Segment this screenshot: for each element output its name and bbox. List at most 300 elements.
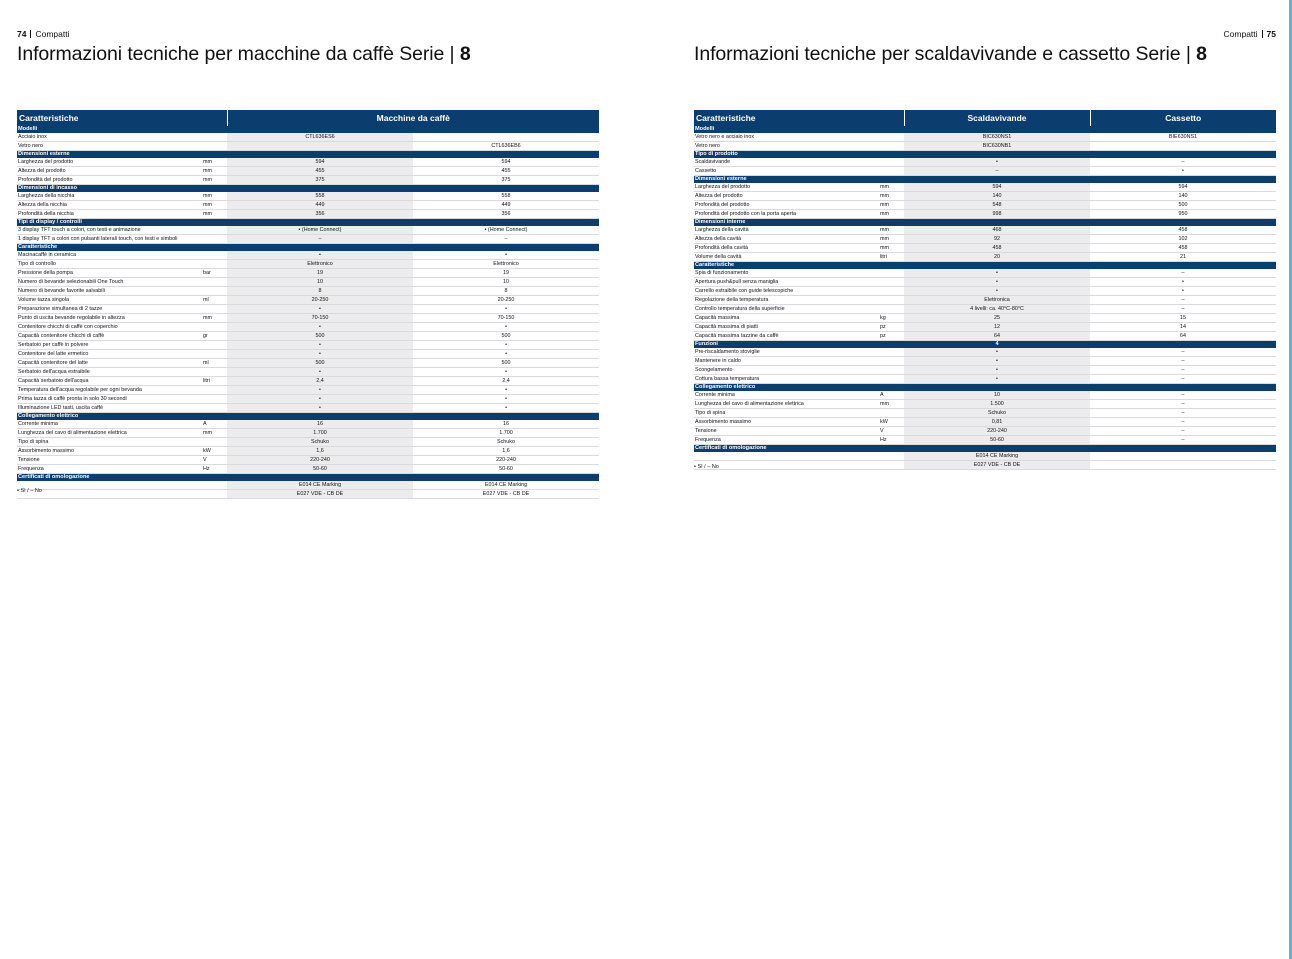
row-unit — [879, 133, 904, 142]
section-row-caratteristiche — [17, 244, 599, 252]
table-row — [17, 142, 599, 151]
row-label: Numero di bevande favorite salvabili — [17, 287, 202, 296]
row-unit — [879, 452, 904, 461]
row-unit: mm — [879, 226, 904, 235]
row-value-col1: • — [904, 278, 1090, 287]
row-value-col2: 356 — [413, 210, 599, 219]
row-value-col2: • — [1090, 167, 1276, 176]
row-value-col1: • — [904, 375, 1090, 384]
row-label: Capacità contenitore chicchi di caffè — [17, 332, 202, 341]
row-label: Altezza del prodotto — [694, 192, 879, 201]
row-value-col1: 8 — [227, 287, 413, 296]
row-label: Serbatoio per caffè in polvere — [17, 341, 202, 350]
section-label: Certificati di omologazione — [694, 445, 1276, 453]
row-label: Pressione della pompa — [17, 269, 202, 278]
row-value-col2: – — [1090, 296, 1276, 305]
row-unit — [879, 409, 904, 418]
row-value-col1: • — [227, 395, 413, 404]
row-value-col1: Elettronica — [904, 296, 1090, 305]
row-value-col1: • — [904, 158, 1090, 167]
row-value-col1: – — [227, 235, 413, 244]
section-label: Modelli — [17, 126, 599, 133]
row-unit: kg — [879, 314, 904, 323]
row-value-col2: – — [1090, 409, 1276, 418]
row-unit: litri — [879, 253, 904, 262]
row-label: Carrello estraibile con guide telescopiche — [694, 287, 879, 296]
row-value-col2: 500 — [1090, 201, 1276, 210]
section-label: Dimensioni interne — [694, 219, 1276, 227]
row-label: Tipo di spina — [17, 438, 202, 447]
row-value-col2: 70-150 — [413, 314, 599, 323]
table-row — [694, 183, 1276, 192]
row-value-col2: – — [413, 235, 599, 244]
table-row — [694, 461, 1276, 470]
row-value-col2: • (Home Connect) — [413, 226, 599, 235]
row-value-col2: BIE630NS1 — [1090, 133, 1276, 142]
row-value-col2 — [1090, 461, 1276, 470]
table-row — [17, 314, 599, 323]
warming-drawer-spec-table — [694, 110, 1276, 470]
row-unit — [202, 142, 227, 151]
row-value-col1: 19 — [227, 269, 413, 278]
row-label: Capacità serbatoio dell'acqua — [17, 377, 202, 386]
row-value-col1: 455 — [227, 167, 413, 176]
row-value-col2: 500 — [413, 332, 599, 341]
row-value-col2: – — [1090, 375, 1276, 384]
row-value-col1: 375 — [227, 176, 413, 185]
row-value-col1: 558 — [227, 192, 413, 201]
row-unit — [202, 368, 227, 377]
section-row-collegamento-elettrico — [694, 384, 1276, 392]
section-row-dimensioni-di-incasso — [17, 185, 599, 193]
section-row-funzioni — [694, 341, 1276, 349]
row-value-col1: 10 — [227, 278, 413, 287]
row-value-col1: • — [904, 348, 1090, 357]
row-label: Regolazione della temperatura — [694, 296, 879, 305]
row-unit — [879, 366, 904, 375]
table-row — [694, 357, 1276, 366]
row-value-col1: 4 livelli: ca. 40°C-80°C — [904, 305, 1090, 314]
row-label: 1 display TFT a colori con pulsanti laterali touch, con testi e simboli — [17, 235, 202, 244]
table-row — [17, 404, 599, 413]
row-value-col1: 50-60 — [227, 465, 413, 474]
row-value-col1: 220-240 — [904, 427, 1090, 436]
row-unit — [202, 395, 227, 404]
section-label: Caratteristiche — [694, 262, 1276, 270]
header-caratteristiche: Caratteristiche — [17, 110, 227, 126]
section-label: Dimensioni esterne — [17, 151, 599, 159]
table-row — [17, 167, 599, 176]
header-scaldavivande: Scaldavivande — [904, 110, 1090, 126]
row-unit — [879, 296, 904, 305]
row-unit — [202, 350, 227, 359]
table-row — [17, 447, 599, 456]
table-row — [694, 235, 1276, 244]
row-unit: ml — [202, 296, 227, 305]
header-caratteristiche: Caratteristiche — [694, 110, 904, 126]
row-value-col1: 10 — [904, 391, 1090, 400]
table-row — [694, 296, 1276, 305]
coffee-spec-table — [17, 110, 599, 499]
title-text: Informazioni tecniche per macchine da caffè Serie | — [17, 43, 460, 65]
row-unit: mm — [879, 400, 904, 409]
row-value-col1: 70-150 — [227, 314, 413, 323]
row-unit: mm — [879, 183, 904, 192]
section-label: Dimensioni di incasso — [17, 185, 599, 193]
row-value-col1: Schuko — [227, 438, 413, 447]
table-row — [694, 269, 1276, 278]
row-value-col1: 468 — [904, 226, 1090, 235]
table-row — [694, 244, 1276, 253]
row-value-col1: • — [227, 305, 413, 314]
row-label: Assorbimento massimo — [17, 447, 202, 456]
row-value-col2: 8 — [413, 287, 599, 296]
row-label: 3 display TFT touch a colori, con testi e animazione — [17, 226, 202, 235]
table-row — [694, 332, 1276, 341]
row-value-col2: • — [413, 350, 599, 359]
row-value-col1: • — [227, 404, 413, 413]
row-value-col2: – — [1090, 305, 1276, 314]
row-unit — [879, 167, 904, 176]
row-value-col2: – — [1090, 418, 1276, 427]
row-label: Numero di bevande selezionabili One Touch — [17, 278, 202, 287]
table-row — [694, 400, 1276, 409]
row-unit: kW — [879, 418, 904, 427]
table-row — [17, 235, 599, 244]
row-value-col1: 594 — [904, 183, 1090, 192]
row-value-col1: BIC630NS1 — [904, 133, 1090, 142]
row-label — [694, 461, 879, 470]
row-label: Serbatoio dell'acqua estraibile — [17, 368, 202, 377]
table-row — [694, 142, 1276, 151]
table-row — [17, 456, 599, 465]
row-label: Profondità della nicchia — [17, 210, 202, 219]
row-label: Assorbimento massimo — [694, 418, 879, 427]
row-value-col2: • — [413, 305, 599, 314]
row-value-col1: • — [227, 368, 413, 377]
table-row — [17, 176, 599, 185]
row-unit — [879, 348, 904, 357]
left-page — [17, 0, 599, 959]
row-value-col2: 2,4 — [413, 377, 599, 386]
row-value-col2: – — [1090, 436, 1276, 445]
row-value-col1: 458 — [904, 244, 1090, 253]
row-value-col1: 20 — [904, 253, 1090, 262]
row-value-col1: 220-240 — [227, 456, 413, 465]
row-unit: mm — [879, 192, 904, 201]
row-unit — [202, 251, 227, 260]
page-number: 74 — [17, 29, 27, 39]
row-value-col1: 140 — [904, 192, 1090, 201]
table-row — [17, 429, 599, 438]
table-row — [17, 226, 599, 235]
row-value-col2: – — [1090, 400, 1276, 409]
row-unit — [202, 305, 227, 314]
row-value-col1: 500 — [227, 332, 413, 341]
row-value-col1 — [227, 142, 413, 151]
section-row-certificati-di-omologazione — [694, 445, 1276, 453]
row-value-col1: – — [904, 167, 1090, 176]
row-value-col2: – — [1090, 158, 1276, 167]
table-row — [694, 253, 1276, 262]
table-row — [694, 409, 1276, 418]
row-value-col1: 64 — [904, 332, 1090, 341]
table-row — [694, 436, 1276, 445]
header-macchine-caffe: Macchine da caffè — [227, 110, 599, 126]
section-row-dimensioni-interne — [694, 219, 1276, 227]
row-value-col1: • — [904, 269, 1090, 278]
row-label: Contenitore del latte ermetico — [17, 350, 202, 359]
row-label: Tensione — [694, 427, 879, 436]
section-row-modelli — [17, 126, 599, 133]
table-row — [17, 395, 599, 404]
row-unit — [202, 133, 227, 142]
row-value-col2: – — [1090, 269, 1276, 278]
row-value-col2: 449 — [413, 201, 599, 210]
row-value-col2: • — [413, 323, 599, 332]
row-value-col2: 458 — [1090, 244, 1276, 253]
row-value-col1: • — [227, 341, 413, 350]
table-row — [17, 305, 599, 314]
table-row — [17, 438, 599, 447]
row-label: Larghezza del prodotto — [17, 158, 202, 167]
table-row — [17, 260, 599, 269]
table-row — [17, 133, 599, 142]
table-row — [694, 210, 1276, 219]
row-value-col2: 20-250 — [413, 296, 599, 305]
row-label: Macinacaffè in ceramica — [17, 251, 202, 260]
row-label: Contenitore chicchi di caffè con coperchio — [17, 323, 202, 332]
table-row — [17, 210, 599, 219]
row-value-col1: 1.500 — [904, 400, 1090, 409]
row-label: Capacità massima tazzine da caffè — [694, 332, 879, 341]
row-unit — [202, 235, 227, 244]
row-value-col2: 455 — [413, 167, 599, 176]
row-unit: bar — [202, 269, 227, 278]
section-label: Caratteristiche — [17, 244, 599, 252]
row-value-col2: 19 — [413, 269, 599, 278]
row-unit — [202, 323, 227, 332]
row-label: Tensione — [17, 456, 202, 465]
row-unit: Hz — [879, 436, 904, 445]
row-unit: mm — [202, 429, 227, 438]
row-value-col2 — [1090, 142, 1276, 151]
right-page — [694, 0, 1276, 959]
table-row — [17, 158, 599, 167]
row-value-col1: E014 CE Marking — [227, 481, 413, 490]
row-label: Corrente minima — [694, 391, 879, 400]
row-value-col1: • — [227, 251, 413, 260]
row-value-col2: E027 VDE - CB DE — [413, 490, 599, 499]
row-unit: A — [202, 420, 227, 429]
section-row-modelli — [694, 126, 1276, 133]
row-label: Cottura bassa temperatura — [694, 375, 879, 384]
table-row — [694, 278, 1276, 287]
row-unit: mm — [202, 314, 227, 323]
table-row — [694, 305, 1276, 314]
row-value-col1: 16 — [227, 420, 413, 429]
table-row — [694, 375, 1276, 384]
section-label: Compatti — [1223, 29, 1258, 39]
row-unit: mm — [202, 167, 227, 176]
row-value-col2: CTL636EB6 — [413, 142, 599, 151]
table-row — [17, 465, 599, 474]
row-label: Larghezza della nicchia — [17, 192, 202, 201]
row-value-col1: 548 — [904, 201, 1090, 210]
row-unit — [879, 158, 904, 167]
table-header-row — [17, 110, 599, 126]
row-unit — [879, 269, 904, 278]
row-unit — [202, 278, 227, 287]
section-row-tipo-di-prodotto — [694, 151, 1276, 159]
row-label: Altezza della nicchia — [17, 201, 202, 210]
table-row — [694, 391, 1276, 400]
row-value-col1: 25 — [904, 314, 1090, 323]
row-value-col1: 356 — [227, 210, 413, 219]
row-label: Profondità della cavità — [694, 244, 879, 253]
row-value-col1: E027 VDE - CB DE — [227, 490, 413, 499]
row-unit: mm — [879, 210, 904, 219]
row-label: Capacità massima — [694, 314, 879, 323]
row-label — [17, 490, 202, 499]
row-value-col1: E027 VDE - CB DE — [904, 461, 1090, 470]
row-value-col1: 2,4 — [227, 377, 413, 386]
row-label: Scaldavivande — [694, 158, 879, 167]
table-row — [694, 366, 1276, 375]
table-row — [694, 348, 1276, 357]
row-unit — [879, 142, 904, 151]
row-label: Capacità massima di piatti — [694, 323, 879, 332]
row-label: Temperatura dell'acqua regolabile per ogni bevanda — [17, 386, 202, 395]
row-value-col1: 500 — [227, 359, 413, 368]
page-title — [694, 42, 1207, 66]
row-label: Profondità del prodotto — [17, 176, 202, 185]
row-value-col1: • — [904, 287, 1090, 296]
row-unit: pz — [879, 332, 904, 341]
row-value-col1: • — [227, 386, 413, 395]
row-unit: mm — [202, 201, 227, 210]
row-label: Cassetto — [694, 167, 879, 176]
row-label: Tipo di controllo — [17, 260, 202, 269]
warming-drawer-spec-body — [694, 126, 1276, 470]
row-unit: mm — [202, 158, 227, 167]
section-label: Tipo di prodotto — [694, 151, 1276, 159]
row-value-col1: 0,81 — [904, 418, 1090, 427]
row-unit — [879, 461, 904, 470]
row-value-col1: • — [904, 366, 1090, 375]
row-unit — [202, 490, 227, 499]
table-row — [17, 377, 599, 386]
row-value-col1: 1,6 — [227, 447, 413, 456]
row-value-col2: 50-60 — [413, 465, 599, 474]
row-value-col1: Elettronico — [227, 260, 413, 269]
row-unit: litri — [202, 377, 227, 386]
row-label: Controllo temperatura della superficie — [694, 305, 879, 314]
row-label: Profondità del prodotto con la porta aperta — [694, 210, 879, 219]
section-label: Dimensioni esterne — [694, 176, 1276, 184]
table-row — [17, 323, 599, 332]
table-row — [694, 167, 1276, 176]
table-row — [694, 418, 1276, 427]
row-label: Capacità contenitore del latte — [17, 359, 202, 368]
row-unit: A — [879, 391, 904, 400]
series-number: 8 — [1196, 43, 1207, 65]
row-value-col1: BIC630NB1 — [904, 142, 1090, 151]
row-value-col1: 12 — [904, 323, 1090, 332]
row-label: Vetro nero e acciaio inox — [694, 133, 879, 142]
row-value-col2: 15 — [1090, 314, 1276, 323]
row-label: Frequenza — [694, 436, 879, 445]
table-row — [17, 269, 599, 278]
row-value-col2: 558 — [413, 192, 599, 201]
row-unit — [202, 386, 227, 395]
row-unit: mm — [879, 201, 904, 210]
row-label: Spia di funzionamento — [694, 269, 879, 278]
row-label: Apertura push&pull senza maniglia — [694, 278, 879, 287]
table-row — [17, 341, 599, 350]
table-row — [17, 481, 599, 490]
table-row — [694, 133, 1276, 142]
row-value-col1: 92 — [904, 235, 1090, 244]
row-value-col2: • — [1090, 278, 1276, 287]
table-row — [694, 158, 1276, 167]
table-row — [17, 368, 599, 377]
row-unit — [202, 438, 227, 447]
row-label: Profondità del prodotto — [694, 201, 879, 210]
row-unit — [202, 481, 227, 490]
row-unit — [879, 287, 904, 296]
title-text: Informazioni tecniche per scaldavivande e cassetto Serie | — [694, 43, 1197, 65]
section-spacer — [1090, 341, 1276, 349]
table-row — [17, 420, 599, 429]
row-label: Volume della cavità — [694, 253, 879, 262]
row-value-col2: 500 — [413, 359, 599, 368]
row-value-col2: • — [1090, 287, 1276, 296]
row-label: Illuminazione LED tasti, uscita caffè — [17, 404, 202, 413]
row-label: Altezza del prodotto — [17, 167, 202, 176]
row-label: Mantenere in caldo — [694, 357, 879, 366]
row-label: Punto di uscita bevande regolabile in altezza — [17, 314, 202, 323]
row-label: Lunghezza del cavo di alimentazione elettrica — [694, 400, 879, 409]
table-row — [694, 287, 1276, 296]
section-row-collegamento-elettrico — [17, 413, 599, 421]
row-unit: gr — [202, 332, 227, 341]
page-title — [17, 42, 471, 66]
row-value-col2: – — [1090, 427, 1276, 436]
row-label: Frequenza — [17, 465, 202, 474]
row-label — [17, 481, 202, 490]
table-row — [17, 490, 599, 499]
row-value-col1: 998 — [904, 210, 1090, 219]
section-label: Compatti — [35, 29, 70, 39]
row-label: Preparazione simultanea di 2 tazze — [17, 305, 202, 314]
row-label: Volume tazza singola — [17, 296, 202, 305]
row-value-col1: • — [227, 323, 413, 332]
row-value-col2: • — [413, 404, 599, 413]
section-row-dimensioni-esterne — [17, 151, 599, 159]
row-unit — [202, 260, 227, 269]
row-label: Lunghezza del cavo di alimentazione elettrica — [17, 429, 202, 438]
table-row — [17, 192, 599, 201]
row-value-col2: 14 — [1090, 323, 1276, 332]
row-value-col2: 950 — [1090, 210, 1276, 219]
section-label: Collegamento elettrico — [694, 384, 1276, 392]
table-row — [694, 314, 1276, 323]
row-value-col2: • — [413, 368, 599, 377]
table-row — [694, 201, 1276, 210]
row-value-col1: CTL636ES6 — [227, 133, 413, 142]
table-row — [17, 350, 599, 359]
